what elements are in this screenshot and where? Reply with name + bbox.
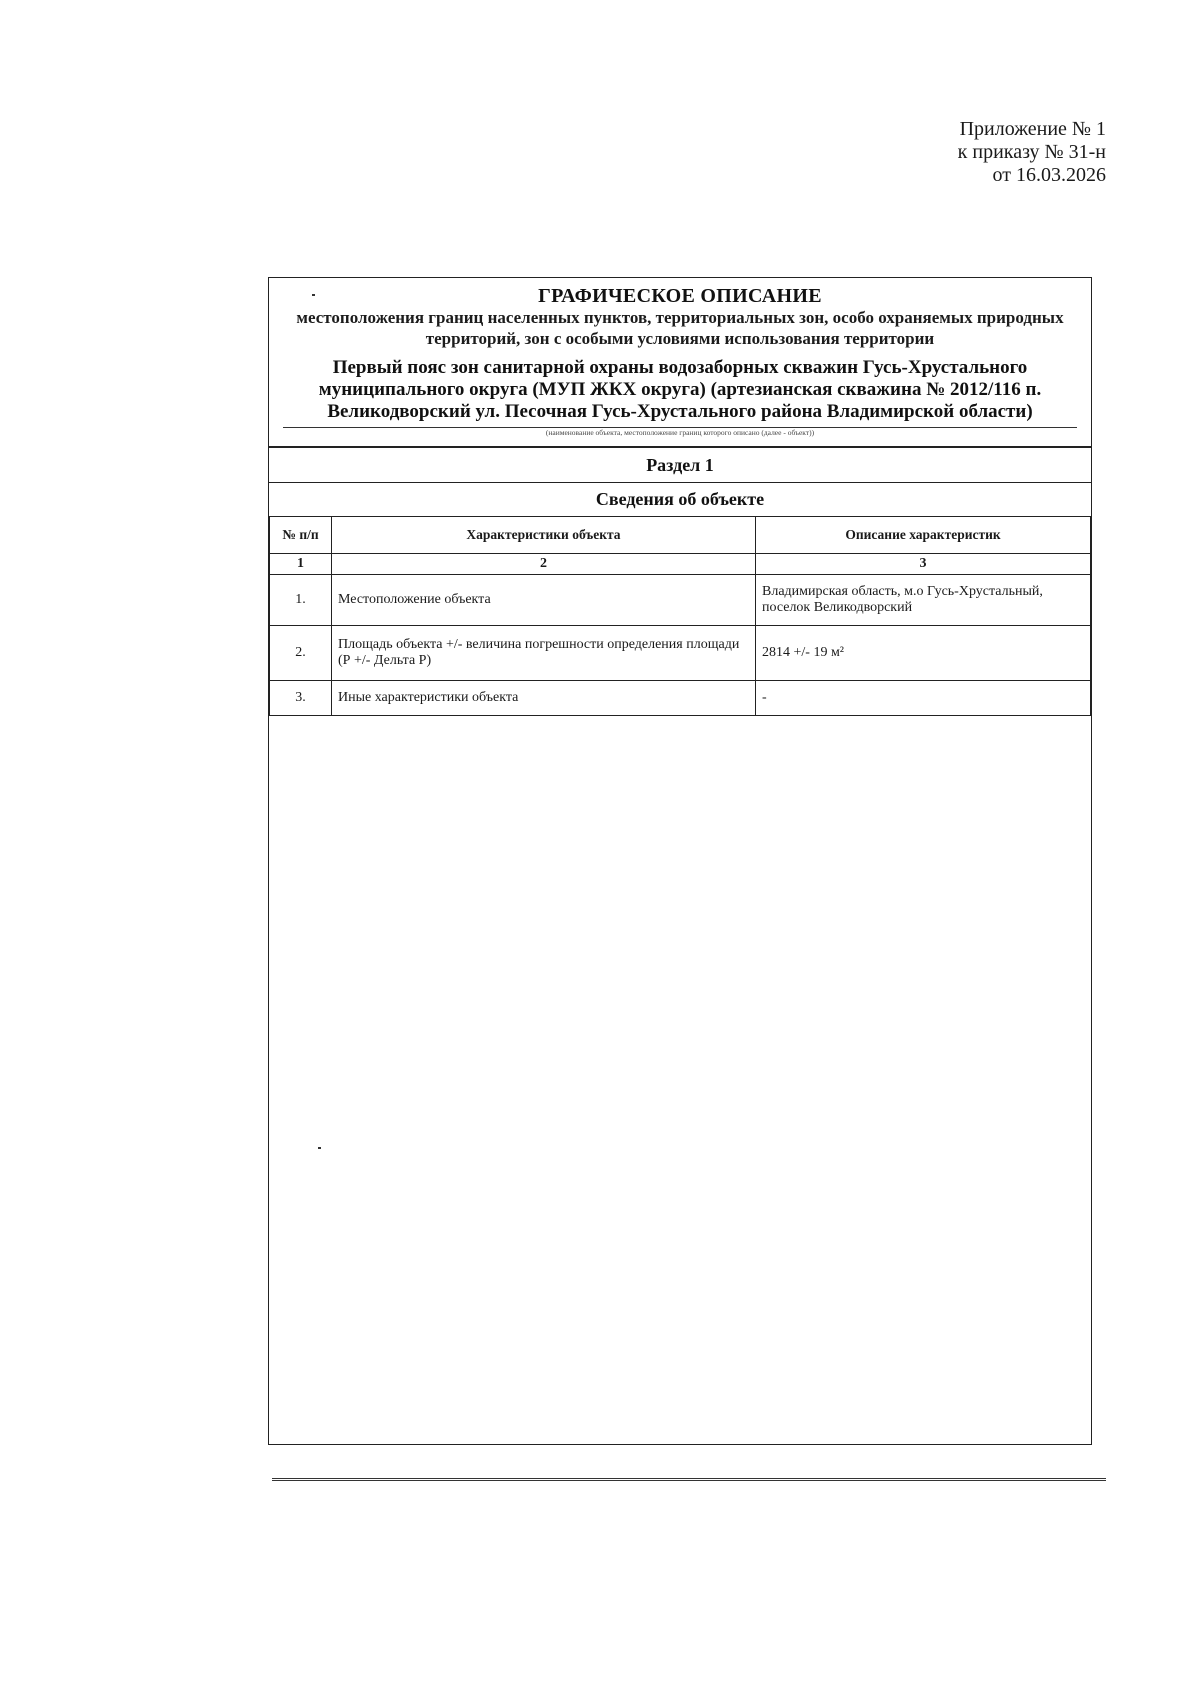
order-date: от 16.03.2026 bbox=[992, 164, 1106, 186]
row-number: 3. bbox=[270, 681, 332, 716]
object-info-table bbox=[269, 516, 1091, 716]
bottom-rule bbox=[272, 1478, 1106, 1481]
row-characteristic: Площадь объекта +/- величина погрешности определения площади (Р +/- Дельта Р) bbox=[332, 626, 756, 681]
header-description: Описание характеристик bbox=[756, 517, 1091, 554]
column-number-row bbox=[270, 554, 1091, 575]
row-description: Владимирская область, м.о Гусь-Хрустальный, поселок Великодворский bbox=[756, 575, 1091, 626]
column-number: 3 bbox=[756, 554, 1091, 575]
table-header-row bbox=[270, 517, 1091, 554]
row-number: 1. bbox=[270, 575, 332, 626]
row-characteristic: Местоположение объекта bbox=[332, 575, 756, 626]
appendix-number: Приложение № 1 bbox=[959, 118, 1106, 140]
document-title: ГРАФИЧЕСКОЕ ОПИСАНИЕ bbox=[538, 285, 822, 307]
object-name: Первый пояс зон санитарной охраны водозаборных скважин Гусь-Хрустального муниципального округа (МУП ЖКХ округа) (артезианская скважина № 2012/116 п. Великодворский ул. Песочная Гусь-Хрустального района Владимирской области) bbox=[318, 357, 1042, 422]
section-title: Раздел 1 bbox=[269, 446, 1091, 482]
table-row bbox=[270, 575, 1091, 626]
scan-speck bbox=[312, 294, 315, 296]
order-number: к приказу № 31-н bbox=[957, 141, 1106, 163]
document-header bbox=[269, 278, 1091, 438]
row-description: 2814 +/- 19 м² bbox=[756, 626, 1091, 681]
document-frame bbox=[268, 277, 1092, 1445]
object-name-caption: (наименование объекта, местоположение границ которого описано (далее - объект)) bbox=[283, 427, 1077, 438]
header-number: № п/п bbox=[270, 517, 332, 554]
table-row bbox=[270, 681, 1091, 716]
row-description: - bbox=[756, 681, 1091, 716]
column-number: 2 bbox=[332, 554, 756, 575]
column-number: 1 bbox=[270, 554, 332, 575]
row-characteristic: Иные характеристики объекта bbox=[332, 681, 756, 716]
scan-speck bbox=[318, 1147, 321, 1149]
appendix-reference bbox=[958, 118, 1106, 187]
document-subtitle: местоположения границ населенных пунктов, территориальных зон, особо охраняемых природных территорий, зон с особыми условиями использования территории bbox=[296, 308, 1064, 348]
table-row bbox=[270, 626, 1091, 681]
header-characteristic: Характеристики объекта bbox=[332, 517, 756, 554]
section-subtitle: Сведения об объекте bbox=[269, 482, 1091, 516]
row-number: 2. bbox=[270, 626, 332, 681]
